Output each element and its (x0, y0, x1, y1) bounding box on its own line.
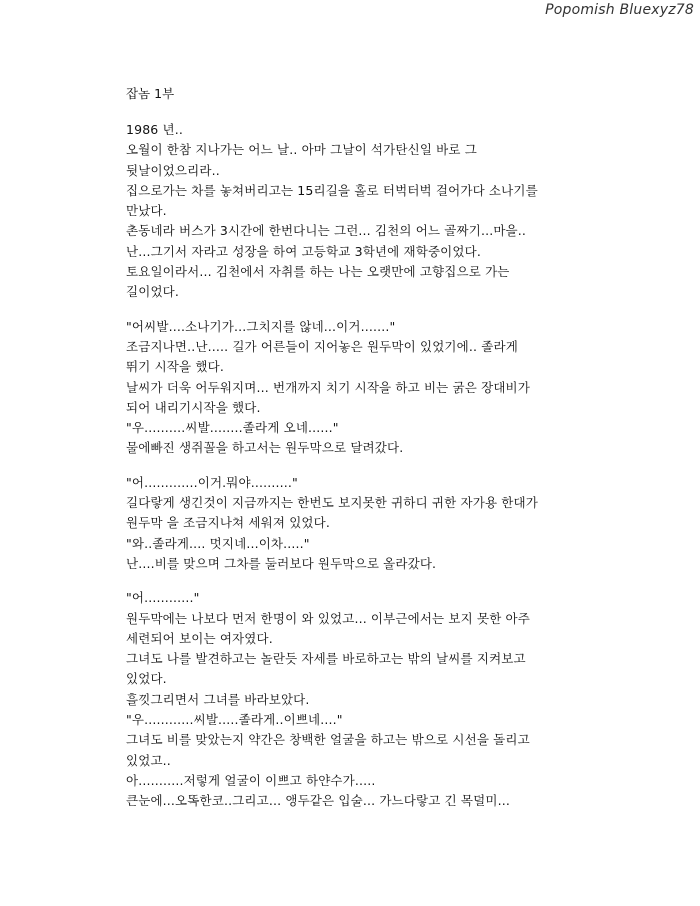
text-line: 원두막 을 조금지나쳐 세워져 있었다. (126, 515, 330, 531)
text-line: 오월이 한참 지나가는 어느 날.. 아마 그날이 석가탄신일 바로 그 (126, 142, 477, 158)
text-line: 세련되어 보이는 여자였다. (126, 630, 273, 646)
text-line: 촌동네라 버스가 3시간에 한번다니는 그런... 김천의 어느 골짜기...마을.. (126, 223, 527, 239)
text-line: 만났다. (126, 203, 167, 219)
text-line: "와..졸라게.... 멋지네...이차....." (126, 535, 310, 551)
text-line: "어.............이거.뭐야.........." (126, 474, 298, 490)
text-line: 흘낏그리면서 그녀를 바라보았다. (126, 691, 310, 707)
text-line: 길이었다. (126, 284, 180, 300)
paragraph (126, 317, 686, 459)
text-line: 원두막에는 나보다 먼저 한명이 와 있었고... 이부근에서는 보지 못한 아주 (126, 610, 531, 626)
text-line: "어씨발....소나기가...그치지를 않네...이거......." (126, 318, 396, 334)
text-line: 난...그기서 자라고 성장을 하여 고등학교 3학년에 재학중이었다. (126, 243, 481, 259)
text-line: 아...........저렇게 얼굴이 이쁘고 하얀수가..... (126, 772, 376, 788)
text-line: 있었고.. (126, 752, 171, 768)
text-line: 큰눈에...오똑한코..그리고... 앵두같은 입술... 가느다랗고 긴 목덜미... (126, 793, 510, 809)
paragraph (126, 473, 686, 574)
text-line: "어............" (126, 590, 200, 606)
text-line: 날씨가 더욱 어두워지며... 번개까지 치기 시작을 하고 비는 굵은 장대비가 (126, 379, 531, 395)
text-line: "우............씨발.....졸라게..이쁘네...." (126, 712, 343, 728)
text-line: 되어 내리기시작을 했다. (126, 399, 261, 415)
text-line: 토요일이라서... 김천에서 자취를 하는 나는 오랫만에 고향집으로 가는 (126, 264, 510, 280)
story-title: 잡놈 1부 (126, 86, 175, 101)
text-line: 뛰기 시작을 했다. (126, 359, 224, 375)
text-line: 있었다. (126, 671, 167, 687)
story-body (126, 120, 686, 812)
text-line: 뒷날이었으리라.. (126, 162, 220, 178)
text-line: "우..........씨발........졸라게 오네......" (126, 420, 339, 436)
text-line: 집으로가는 차를 놓쳐버리고는 15리길을 홀로 터벅터벅 걸어가다 소나기를 (126, 182, 538, 198)
text-line: 그녀도 나를 발견하고는 놀란듯 자세를 바로하고는 밖의 날씨를 지켜보고 (126, 651, 526, 667)
paragraph (126, 588, 686, 811)
watermark-text: Popomish Bluexyz78 (545, 2, 694, 18)
text-line: 조금지나면..난..... 길가 어른들이 지어놓은 원두막이 있었기에.. 졸라게 (126, 338, 518, 354)
text-line: 난....비를 맞으며 그차를 둘러보다 원두막으로 올라갔다. (126, 555, 437, 571)
document-page (126, 84, 686, 826)
text-line: 길다랗게 생긴것이 지금까지는 한번도 보지못한 귀하디 귀한 자가용 한대가 (126, 495, 538, 511)
text-line: 그녀도 비를 맞았는지 약간은 창백한 얼굴을 하고는 밖으로 시선을 돌리고 (126, 732, 530, 748)
paragraph (126, 120, 686, 303)
text-line: 1986 년.. (126, 122, 184, 137)
text-line: 물에빠진 생쥐꼴을 하고서는 원두막으로 달려갔다. (126, 440, 404, 456)
